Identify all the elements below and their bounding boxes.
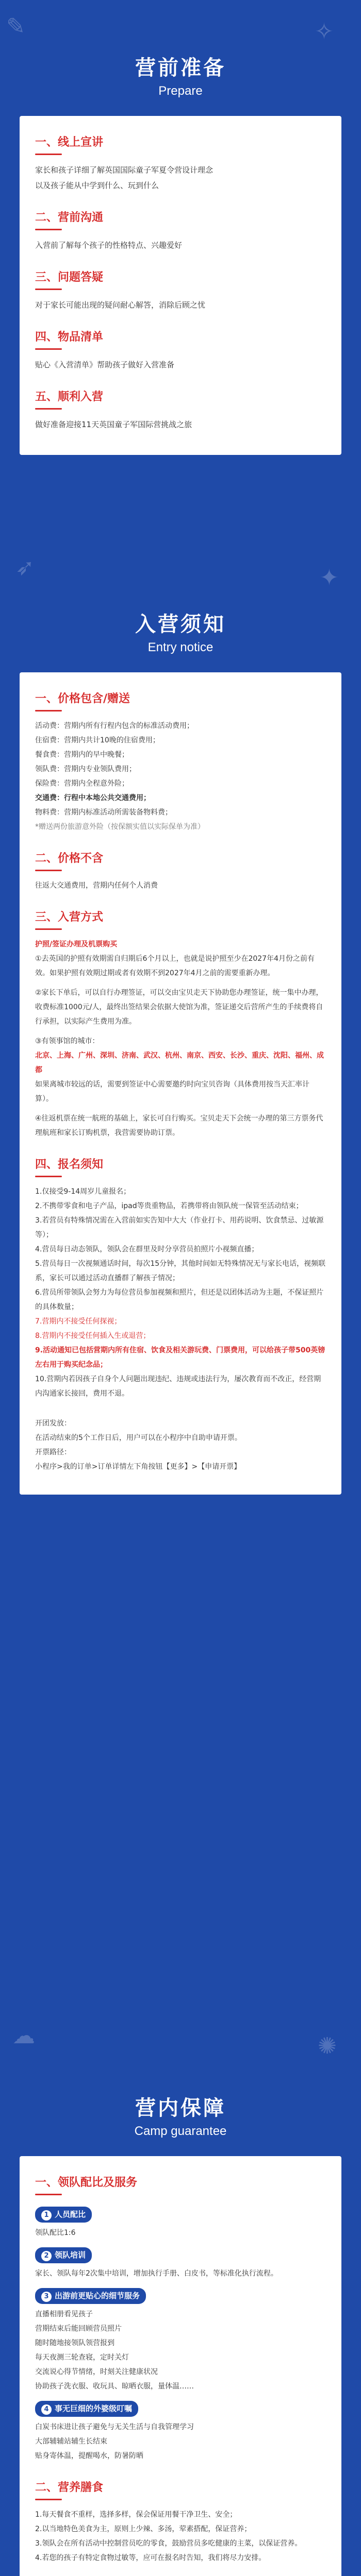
pill-label: 事无巨细的外婆级叮嘱 bbox=[55, 2404, 133, 2413]
ratio-pill bbox=[35, 2207, 92, 2223]
prepare-item bbox=[35, 133, 326, 193]
prepare-item-text: 家长和孩子详细了解英国国际童子军夏令营设计理念 bbox=[35, 165, 214, 175]
join-line: ③有领事馆的城市： bbox=[35, 1037, 100, 1045]
pill-number: 3 bbox=[41, 2292, 52, 2302]
heading-underline bbox=[35, 229, 62, 230]
care-pill bbox=[35, 2401, 138, 2417]
signup-heading: 四、报名须知 bbox=[35, 1158, 104, 1171]
fee-block bbox=[35, 690, 326, 834]
camp-card bbox=[20, 2156, 341, 2576]
invoice-line: 开票路径： bbox=[35, 1448, 71, 1456]
pill-label: 出游前更贴心的细节服务 bbox=[55, 2291, 140, 2300]
prepare-item-heading: 三、问题答疑 bbox=[35, 271, 104, 284]
heading-underline bbox=[35, 348, 62, 350]
signup-line: 1.仅接受9-14周岁儿童报名； bbox=[35, 1188, 131, 1196]
cloud-doodle-icon: ☁ bbox=[12, 2023, 35, 2049]
signup-line: 3.若营员有特殊情况需在入营前如实告知中大大（作业打卡、用药说明、饮食禁忌、过敏源等）； bbox=[35, 1216, 324, 1239]
detail-line: 营期结束后能回顾营员照片 bbox=[35, 2325, 122, 2333]
prepare-item-text: 对于家长可能出现的疑问耐心解答，消除后顾之忧 bbox=[35, 300, 206, 310]
food-line: 4.若您的孩子有特定食物过敏等，应可在报名时告知，我们将尽力安排。 bbox=[35, 2554, 266, 2562]
signup-line: 2.不携带零食和电子产品，ipad等贵重物品，若携带将由领队统一保管至活动结束； bbox=[35, 1202, 303, 1210]
ratio-text: 领队配比1:6 bbox=[35, 2229, 76, 2237]
join-heading: 三、入营方式 bbox=[35, 911, 104, 924]
prepare-subtitle: Prepare bbox=[158, 84, 203, 98]
pill-number: 4 bbox=[41, 2404, 52, 2415]
fee-note: *赠送两份旅游意外险（按保额实值以实际保单为准） bbox=[35, 823, 205, 831]
heading-underline bbox=[35, 2499, 62, 2500]
heading-underline bbox=[35, 710, 62, 711]
entry-header bbox=[20, 608, 341, 655]
pill-label: 领队培训 bbox=[55, 2250, 86, 2260]
fee-line: 住宿费：营期内共计10晚的住宿费用； bbox=[35, 736, 160, 744]
food-block bbox=[35, 2479, 326, 2565]
detail-line: 每天夜测三轮查寝，定时关灯 bbox=[35, 2353, 129, 2362]
signup-block bbox=[35, 1156, 326, 1401]
detail-line: 直播相册看见孩子 bbox=[35, 2310, 93, 2318]
prepare-item-text: 做好准备迎接11天英国童子军国际营挑战之旅 bbox=[35, 420, 192, 429]
detail-pill bbox=[35, 2288, 146, 2304]
fee-line: 活动费：营期内所有行程内包含的标准活动费用； bbox=[35, 722, 194, 730]
prepare-item-heading: 二、营前沟通 bbox=[35, 211, 104, 224]
join-line: 如果离城市较远的话，需要到签证中心需要邀约时向宝贝咨询（具体费用按当天汇率计算）。 bbox=[35, 1080, 309, 1103]
pill-number: 1 bbox=[41, 2210, 52, 2221]
exclude-line: 往返大交通费用，营期内任何个人消费 bbox=[35, 882, 158, 890]
camp-title: 营内保障 bbox=[135, 2096, 226, 2120]
care-line: 大部辅辅站辅生长结束 bbox=[35, 2437, 107, 2446]
training-pill bbox=[35, 2247, 92, 2263]
star-doodle-icon: ✦ bbox=[320, 565, 339, 591]
team-heading: 一、领队配比及服务 bbox=[35, 2176, 138, 2189]
heading-underline bbox=[35, 154, 62, 155]
fee-line: 交通费：行程中本地公共交通费用； bbox=[35, 794, 151, 802]
signup-line: 7.营期内不接受任何探视； bbox=[35, 1317, 122, 1326]
exclude-block bbox=[35, 850, 326, 893]
food-line: 3.领队会在所有活动中控制营员吃的零食，鼓励营员多吃健康的主菜，以保证营养。 bbox=[35, 2539, 302, 2548]
invoice-path: 小程序>我的订单>订单详情左下角按钮【更多】>【申请开票】 bbox=[35, 1463, 241, 1471]
prepare-item-heading: 一、线上宣讲 bbox=[35, 136, 104, 149]
consulate-cities: 北京、上海、广州、深圳、济南、武汉、杭州、南京、西安、长沙、重庆、沈阳、福州、成都 bbox=[35, 1052, 324, 1074]
camp-section bbox=[20, 2092, 341, 2576]
heading-underline bbox=[35, 2194, 62, 2195]
prepare-card bbox=[20, 116, 341, 455]
prepare-item bbox=[35, 209, 326, 253]
detail-line: 交流说心得节情绪，时刻关注健康状况 bbox=[35, 2368, 158, 2376]
pill-label: 人员配比 bbox=[55, 2210, 86, 2219]
team-block bbox=[35, 2174, 326, 2463]
prepare-item-text: 以及孩子能从中学到什么、玩到什么 bbox=[35, 181, 159, 190]
heading-underline bbox=[35, 870, 62, 871]
entry-card bbox=[20, 672, 341, 1495]
camp-subtitle: Camp guarantee bbox=[134, 2124, 227, 2138]
care-line: 贴身寄体温，提醒喝水，防暑防晒 bbox=[35, 2452, 143, 2460]
heading-underline bbox=[35, 289, 62, 290]
join-block bbox=[35, 908, 326, 1140]
detail-line: 随时随地接领队领营报到 bbox=[35, 2339, 114, 2347]
prepare-item-text: 入营前了解每个孩子的性格特点、兴趣爱好 bbox=[35, 241, 183, 250]
prepare-item-heading: 四、物品清单 bbox=[35, 331, 104, 344]
prepare-item bbox=[35, 268, 326, 313]
prepare-title: 营前准备 bbox=[135, 56, 226, 80]
prepare-item-text: 贴心《入营清单》帮助孩子做好入营准备 bbox=[35, 360, 175, 369]
signup-line: 9.活动通知已包括营期内所有住宿、饮食及相关游玩费、门票费用，可以给孩子带500英镑左右用于购买纪念品； bbox=[35, 1346, 325, 1369]
food-line: 2.以当地特色美食为主，原则上少辣、多汤，荤素搭配，保证营养； bbox=[35, 2525, 252, 2533]
training-text: 家长、领队每年2次集中培训，增加执行手册、白皮书，等标准化执行流程。 bbox=[35, 2269, 278, 2278]
camp-header bbox=[20, 2092, 341, 2139]
pill-number: 2 bbox=[41, 2251, 52, 2261]
heading-underline bbox=[35, 1176, 62, 1177]
prepare-item bbox=[35, 388, 326, 432]
fee-line: 保险费：营期内全程意外险； bbox=[35, 779, 129, 788]
join-line: ①去英国的护照有效期需自归期后6个月以上，也就是说护照至少在2027年4月份之前有效。如果护照有效期过期或者有效期不到2027年4月之前的需要重新办理。 bbox=[35, 955, 315, 977]
prepare-header bbox=[20, 52, 341, 98]
prepare-section bbox=[20, 52, 341, 455]
fee-line: 餐食费：营期内的早中晚餐； bbox=[35, 751, 129, 759]
invoice-line: 开团发放： bbox=[35, 1419, 71, 1428]
invoice-line: 在活动结束的5个工作日后，用户可以在小程序中自助申请开票。 bbox=[35, 1434, 242, 1442]
signup-line: 4.营员每日动态领队，领队会在群里及时分享营员拍照片小视频直播； bbox=[35, 1245, 259, 1253]
signup-line: 10.营期内若因孩子自身个人问题出现违纪、违规或违法行为，屡次教育而不改正，经营期内沟通家长接回，费用不退。 bbox=[35, 1375, 321, 1398]
join-subheading: 护照/签证办理及机票购买 bbox=[35, 940, 118, 948]
entry-subtitle: Entry notice bbox=[147, 640, 214, 654]
exclude-heading: 二、价格不含 bbox=[35, 852, 104, 865]
food-heading: 二、营养膳食 bbox=[35, 2481, 104, 2494]
rocket-doodle-icon: ➶ bbox=[15, 554, 35, 581]
signup-line: 6.营员所带领队会努力为每位营员参加视频和照片，但还是以团体活动为主题，不保证照片的具体数量； bbox=[35, 1289, 324, 1311]
fee-line: 物料费：营期内标准活动所需装备物料费； bbox=[35, 808, 172, 817]
prepare-item-heading: 五、顺利入营 bbox=[35, 391, 104, 403]
signup-line: 8.营期内不接受任何插入生或退营； bbox=[35, 1332, 151, 1340]
fee-heading: 一、价格包含/赠送 bbox=[35, 692, 130, 705]
join-line: ②家长下单后，可以自行办理签证，可以交由宝贝走天下协助您办理签证，统一集中办理，收费标准1000元/人，最终出签结果会依据大使馆为准，签证递交后营所产生的手续费将自行承担，以实际产生费用为准。 bbox=[35, 989, 323, 1026]
pencil-doodle-icon: ✎ bbox=[6, 13, 25, 40]
entry-section bbox=[20, 608, 341, 1495]
invoice-block bbox=[35, 1416, 326, 1474]
compass-doodle-icon: ✧ bbox=[315, 19, 334, 45]
heading-underline bbox=[35, 408, 62, 410]
globe-doodle-icon: ✺ bbox=[318, 2033, 337, 2059]
heading-underline bbox=[35, 928, 62, 930]
entry-title: 入营须知 bbox=[135, 613, 226, 636]
detail-line: 协助孩子洗衣服、收玩具、晾晒衣服，量体温…… bbox=[35, 2382, 194, 2391]
food-line: 1.每天餐食不重样，选择多样，保会保证用餐干净卫生、安全； bbox=[35, 2511, 237, 2519]
signup-line: 5.营员每日一次视频通话时间，每次15分钟，其他时间如无特殊情况无与家长电话，视频联系，家长可以通过活动直播群了解孩子情况； bbox=[35, 1260, 326, 1282]
care-line: 白炭书床进让孩子避免与无关生活与自我管理学习 bbox=[35, 2423, 194, 2431]
fee-line: 领队费：营期内专业领队费用； bbox=[35, 765, 136, 773]
prepare-item bbox=[35, 328, 326, 372]
join-line: ④往返机票在统一航班的基础上，家长可自行购买。宝贝走天下会统一办理的第三方票务代理航班和家长订购机票，我营需要协助订票。 bbox=[35, 1114, 323, 1137]
